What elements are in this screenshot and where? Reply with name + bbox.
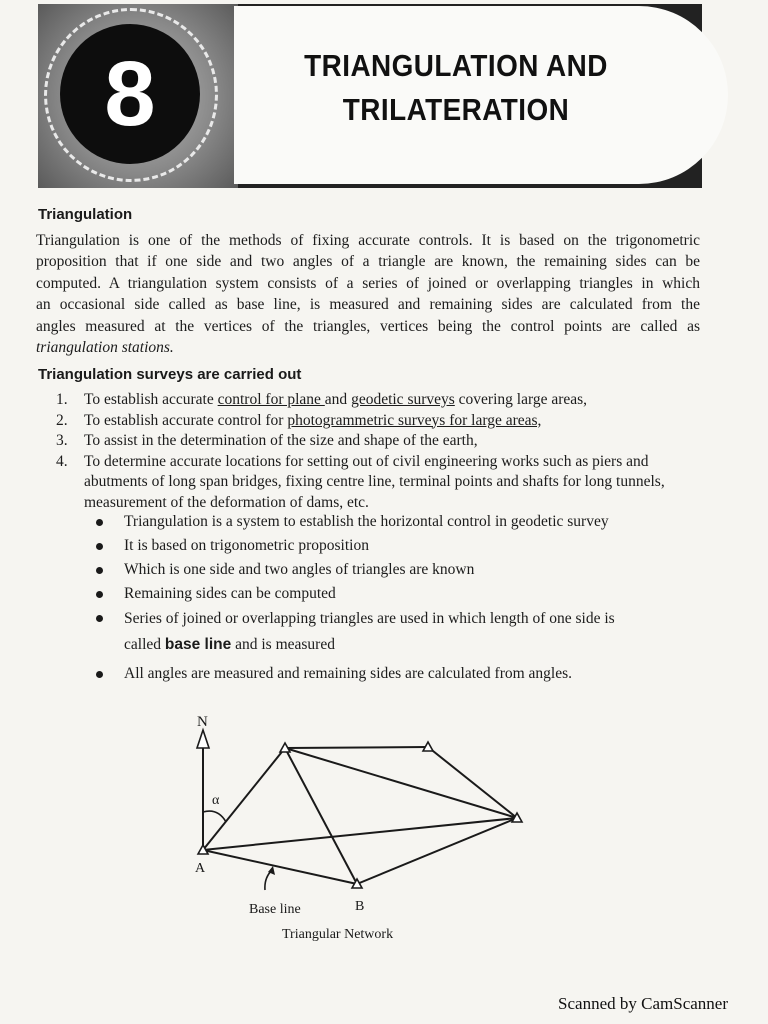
paragraph-line: angles measured at the vertices of the triangles, vertices being the control points are called as	[36, 317, 700, 335]
angle-arc	[203, 811, 226, 822]
list-item	[92, 662, 704, 686]
chapter-title-line-2: TRILATERATION	[342, 92, 570, 127]
network-edge	[357, 818, 517, 884]
list-number: 4.	[56, 452, 68, 470]
bullet-text: and is measured	[231, 636, 335, 653]
list-item	[92, 510, 704, 534]
triangular-network-diagram	[160, 700, 580, 960]
list-item	[52, 431, 704, 452]
list-item	[52, 390, 704, 411]
list-item	[92, 534, 704, 558]
bullet-icon	[96, 567, 103, 574]
bullet-text: All angles are measured and remaining sides are calculated from angles.	[124, 665, 573, 682]
network-edge	[428, 747, 517, 818]
list-text: To determine accurate locations for setting out of civil engineering works such as piers and abutments of long span bridges, fixing centre line, terminal points and shafts for long tunnels, measurement of the deformation of dams, etc.	[84, 452, 665, 511]
bullet-text: Remaining sides can be computed	[124, 585, 336, 602]
angle-label: α	[212, 793, 220, 808]
list-item	[92, 558, 704, 582]
list-text: To assist in the determination of the size and shape of the earth,	[84, 432, 478, 450]
bullet-icon	[96, 543, 103, 550]
network-edge	[285, 748, 517, 818]
bullet-text: It is based on trigonometric proposition	[124, 537, 369, 554]
base-line-label: Base line	[249, 902, 301, 917]
paragraph-line: an occasional side called as base line, is measured and remaining sides are calculated from the	[36, 296, 700, 314]
bullet-text: called	[124, 636, 165, 653]
list-text: covering large areas,	[454, 391, 588, 408]
diagram-caption: Triangular Network	[282, 927, 394, 942]
point-a-label: A	[195, 861, 206, 876]
bullet-text: Which is one side and two angles of triangles are known	[124, 561, 475, 578]
list-number: 1.	[56, 391, 68, 408]
paragraph-line: triangulation stations.	[36, 339, 174, 357]
list-item	[92, 582, 704, 606]
section-heading-surveys: Triangulation surveys are carried out	[38, 366, 302, 383]
bullet-icon	[96, 519, 103, 526]
network-edge	[285, 747, 428, 748]
list-text: To establish accurate control for	[84, 411, 288, 429]
bullet-icon	[96, 671, 103, 678]
section-heading-triangulation: Triangulation	[38, 206, 133, 223]
bullet-text: Triangulation is a system to establish the horizontal control in geodetic survey	[124, 513, 609, 530]
bullet-icon	[96, 615, 103, 622]
scanner-watermark: Scanned by CamScanner	[558, 994, 728, 1013]
chapter-title	[222, 44, 690, 132]
surveys-list	[52, 390, 704, 514]
list-text: and	[324, 391, 352, 408]
underlined-text: control for plane	[217, 391, 325, 408]
paragraph-line: Triangulation is one of the methods of fixing accurate controls. It is based on the trigonometric	[36, 232, 700, 249]
summary-bullets	[92, 510, 704, 686]
triangulation-paragraph	[36, 230, 700, 358]
list-item	[52, 452, 704, 514]
north-label: N	[197, 714, 208, 730]
underlined-text: geodetic surveys	[351, 391, 455, 408]
list-item	[52, 411, 704, 432]
network-edge	[285, 748, 357, 884]
list-number: 3.	[56, 432, 68, 450]
network-edge	[203, 818, 517, 850]
bullet-icon	[96, 591, 103, 598]
bold-term: base line	[164, 636, 232, 653]
chapter-badge	[60, 24, 200, 164]
north-arrow-icon	[197, 730, 209, 748]
chapter-title-line-1: TRIANGULATION AND	[304, 48, 608, 83]
list-number: 2.	[56, 411, 68, 429]
list-text: To establish accurate	[84, 391, 218, 408]
paragraph-line: proposition that if one side and two angles of a triangle are known, the remaining sides can be	[36, 253, 700, 271]
underlined-text: photogrammetric surveys for large areas,	[287, 411, 542, 429]
chapter-badge-background	[38, 4, 238, 188]
point-b-label: B	[355, 899, 365, 914]
paragraph-line: computed. A triangulation system consists of a series of joined or overlapping triangles in which	[36, 274, 700, 292]
bullet-text: Series of joined or overlapping triangles are used in which length of one side is	[124, 610, 615, 627]
base-line-edge	[203, 850, 357, 884]
list-item	[92, 606, 704, 658]
chapter-number: 8	[104, 43, 156, 145]
